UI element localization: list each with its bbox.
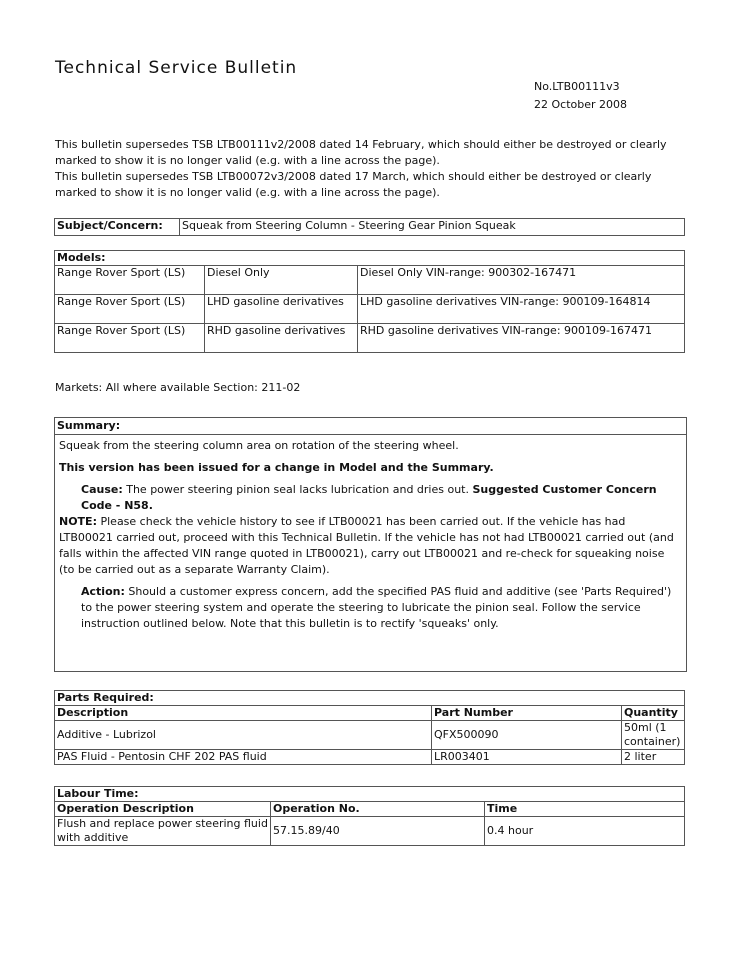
column-header: Quantity: [622, 706, 685, 721]
operation-number: 57.15.89/40: [271, 817, 485, 846]
cause-code: Suggested Customer Concern Code - N58.: [81, 483, 657, 512]
part-description: PAS Fluid - Pentosin CHF 202 PAS fluid: [55, 750, 432, 765]
models-caption: Models:: [55, 251, 685, 266]
part-number: QFX500090: [432, 721, 622, 750]
table-row: [55, 324, 685, 353]
operation-description: Flush and replace power steering fluid with additive: [55, 817, 271, 846]
action-text: Should a customer express concern, add the specified PAS fluid and additive (see 'Parts Required') to the power steering system and operate the steering to lubricate the pinion seal. Follow the service instruction outlined below. Note that this bulletin is to rectify 'squeaks' only.: [81, 585, 672, 630]
subject-label: Subject/Concern:: [55, 219, 180, 236]
column-header: Part Number: [432, 706, 622, 721]
part-quantity: 50ml (1 container): [622, 721, 685, 750]
supersedes-block: [55, 137, 695, 201]
column-header: Operation No.: [271, 802, 485, 817]
version-note: This version has been issued for a change in Model and the Summary.: [59, 461, 494, 474]
note-paragraph: [59, 514, 682, 578]
model-vin-range: RHD gasoline derivatives VIN-range: 900109-167471: [358, 324, 685, 353]
note-label: NOTE:: [59, 515, 97, 528]
table-row: [55, 721, 685, 750]
model-variant: LHD gasoline derivatives: [205, 295, 358, 324]
action-paragraph: [81, 584, 682, 632]
model-variant: RHD gasoline derivatives: [205, 324, 358, 353]
cause-label: Cause:: [81, 483, 123, 496]
model-variant: Diesel Only: [205, 266, 358, 295]
markets-line: Markets: All where available Section: 211-02: [55, 381, 301, 394]
part-quantity: 2 liter: [622, 750, 685, 765]
model-vin-range: Diesel Only VIN-range: 900302-167471: [358, 266, 685, 295]
supersedes-line: This bulletin supersedes TSB LTB00072v3/2008 dated 17 March, which should either be destroyed or clearly marked to show it is no longer valid (e.g. with a line across the page).: [55, 170, 652, 199]
model-name: Range Rover Sport (LS): [55, 266, 205, 295]
models-table: [54, 250, 685, 353]
note-text: Please check the vehicle history to see if LTB00021 has been carried out. If the vehicle has had LTB00021 carried out, proceed with this Technical Bulletin. If the vehicle has not had LTB00021 carried out (and falls within the affected VIN range quoted in LTB00021), carry out LTB00021 and re-check for squeaking noise (to be carried out as a separate Warranty Claim).: [59, 515, 674, 576]
bulletin-number: No.LTB00111v3: [534, 80, 620, 93]
table-row: [55, 750, 685, 765]
model-vin-range: LHD gasoline derivatives VIN-range: 900109-164814: [358, 295, 685, 324]
table-row: [55, 295, 685, 324]
supersedes-line: This bulletin supersedes TSB LTB00111v2/2008 dated 14 February, which should either be destroyed or clearly marked to show it is no longer valid (e.g. with a line across the page).: [55, 138, 667, 167]
table-row: [55, 266, 685, 295]
summary-caption: Summary:: [55, 418, 686, 435]
part-description: Additive - Lubrizol: [55, 721, 432, 750]
model-name: Range Rover Sport (LS): [55, 324, 205, 353]
subject-value: Squeak from Steering Column - Steering Gear Pinion Squeak: [180, 219, 685, 236]
action-label: Action:: [81, 585, 125, 598]
summary-box: [54, 417, 687, 672]
page-title: Technical Service Bulletin: [55, 58, 298, 78]
parts-caption: Parts Required:: [55, 691, 685, 706]
bulletin-date: 22 October 2008: [534, 98, 628, 111]
table-row: [55, 817, 685, 846]
subject-table: [54, 218, 685, 236]
operation-time: 0.4 hour: [485, 817, 685, 846]
model-name: Range Rover Sport (LS): [55, 295, 205, 324]
column-header: Description: [55, 706, 432, 721]
labour-caption: Labour Time:: [55, 787, 685, 802]
parts-table: [54, 690, 685, 765]
cause-text: The power steering pinion seal lacks lubrication and dries out.: [126, 483, 469, 496]
part-number: LR003401: [432, 750, 622, 765]
column-header: Time: [485, 802, 685, 817]
column-header: Operation Description: [55, 802, 271, 817]
cause-paragraph: [81, 482, 682, 514]
labour-table: [54, 786, 685, 846]
summary-line: Squeak from the steering column area on rotation of the steering wheel.: [59, 439, 459, 452]
